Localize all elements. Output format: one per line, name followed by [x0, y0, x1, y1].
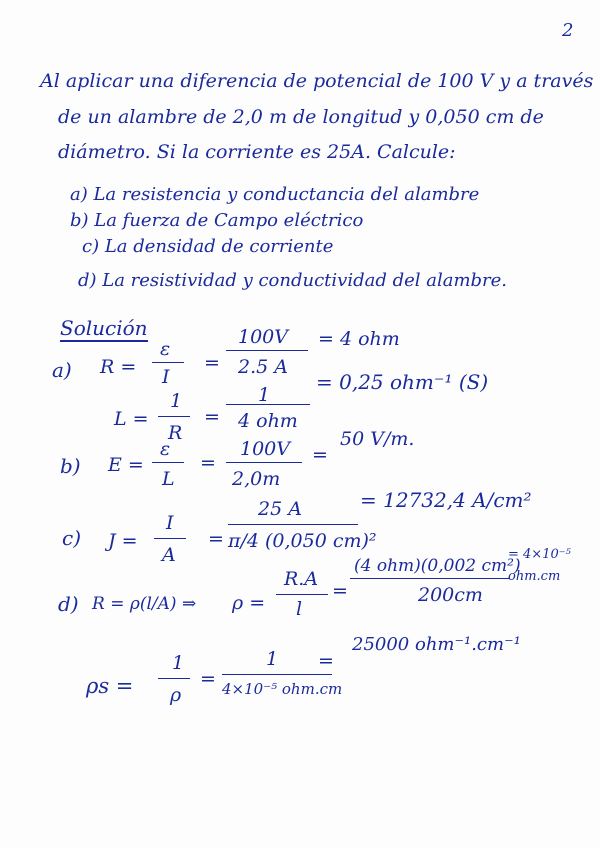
c-den2: π/4 (0,050 cm)² — [228, 530, 377, 552]
page-number: 2 — [562, 20, 574, 41]
a-r-den2: 2.5 A — [238, 356, 288, 378]
a-r-result: = 4 ohm — [318, 328, 400, 350]
b-eq: = — [200, 452, 216, 474]
d-s-num: 1 — [172, 652, 185, 674]
a-r-fraction-bar-2 — [226, 350, 308, 351]
d-eq: = — [332, 580, 348, 602]
d-den: l — [296, 598, 303, 620]
a-l-fraction-bar-2 — [226, 404, 310, 405]
b-fraction-bar-2 — [226, 462, 302, 463]
c-den: A — [162, 544, 176, 566]
question-item-b: b) La fuerza de Campo eléctrico — [70, 210, 364, 231]
solution-heading: Solución — [60, 316, 148, 340]
d-fraction-bar-2 — [350, 578, 510, 579]
part-c-label: c) — [62, 526, 82, 550]
a-l-fraction-bar — [158, 416, 190, 417]
d-s-eq2: = — [318, 650, 334, 672]
b-eq2: = — [312, 444, 328, 466]
b-num: ε — [160, 438, 171, 460]
a-r-den: I — [162, 366, 170, 388]
c-eq: = — [208, 528, 224, 550]
a-r-num: ε — [160, 338, 171, 360]
d-result: = 4×10⁻⁵ ohm.cm — [508, 547, 571, 585]
d-num: R.A — [284, 568, 319, 590]
part-a-label: a) — [52, 358, 72, 382]
b-fraction-bar — [152, 462, 184, 463]
d-s-den2: 4×10⁻⁵ ohm.cm — [222, 680, 343, 698]
d-den2: 200cm — [418, 584, 483, 606]
b-den2: 2,0m — [232, 468, 281, 490]
a-l-den: R — [168, 422, 183, 444]
a-r-num2: 100V — [238, 326, 288, 348]
d-s-lhs: ρs = — [86, 674, 134, 698]
d-s-fraction-bar — [158, 678, 190, 679]
b-lhs: E = — [108, 454, 144, 476]
a-l-num: 1 — [170, 390, 183, 412]
a-r-lhs: R = — [100, 356, 137, 378]
c-num: I — [166, 512, 174, 534]
question-item-c: c) La densidad de corriente — [82, 236, 334, 257]
a-l-num2: 1 — [258, 384, 271, 406]
d-s-eq: = — [200, 668, 216, 690]
a-l-den2: 4 ohm — [238, 410, 298, 432]
a-l-lhs: L = — [114, 408, 149, 430]
a-r-fraction-bar — [152, 362, 184, 363]
part-b-label: b) — [60, 454, 81, 478]
b-num2: 100V — [240, 438, 290, 460]
a-r-eq: = — [204, 352, 220, 374]
problem-line-2: de un alambre de 2,0 m de longitud y 0,050 cm de — [58, 106, 544, 128]
d-fraction-bar — [276, 594, 328, 595]
b-result: 50 V/m. — [340, 428, 415, 450]
part-d-label: d) — [58, 592, 79, 616]
c-num2: 25 A — [258, 498, 302, 520]
a-l-result: = 0,25 ohm⁻¹ (S) — [316, 370, 489, 394]
d-s-fraction-bar-2 — [222, 674, 332, 675]
d-s-den: ρ — [170, 684, 182, 706]
d-s-result: 25000 ohm⁻¹.cm⁻¹ — [352, 634, 521, 655]
a-l-eq: = — [204, 406, 220, 428]
c-fraction-bar — [154, 538, 186, 539]
c-result: = 12732,4 A/cm² — [360, 488, 532, 512]
d-rho: ρ = — [232, 592, 266, 614]
b-den: L — [162, 468, 175, 490]
c-lhs: J = — [108, 530, 138, 552]
d-lhs: R = ρ(l/A) ⇒ — [92, 594, 197, 614]
problem-line-1: Al aplicar una diferencia de potencial de 100 V y a través — [40, 70, 594, 92]
problem-line-3: diámetro. Si la corriente es 25A. Calcule: — [58, 141, 456, 163]
c-fraction-bar-2 — [228, 524, 358, 525]
question-item-d: d) La resistividad y conductividad del alambre. — [78, 270, 508, 291]
question-item-a: a) La resistencia y conductancia del alambre — [70, 184, 480, 205]
d-num2: (4 ohm)(0,002 cm²) — [354, 556, 521, 576]
d-s-num2: 1 — [266, 648, 279, 670]
